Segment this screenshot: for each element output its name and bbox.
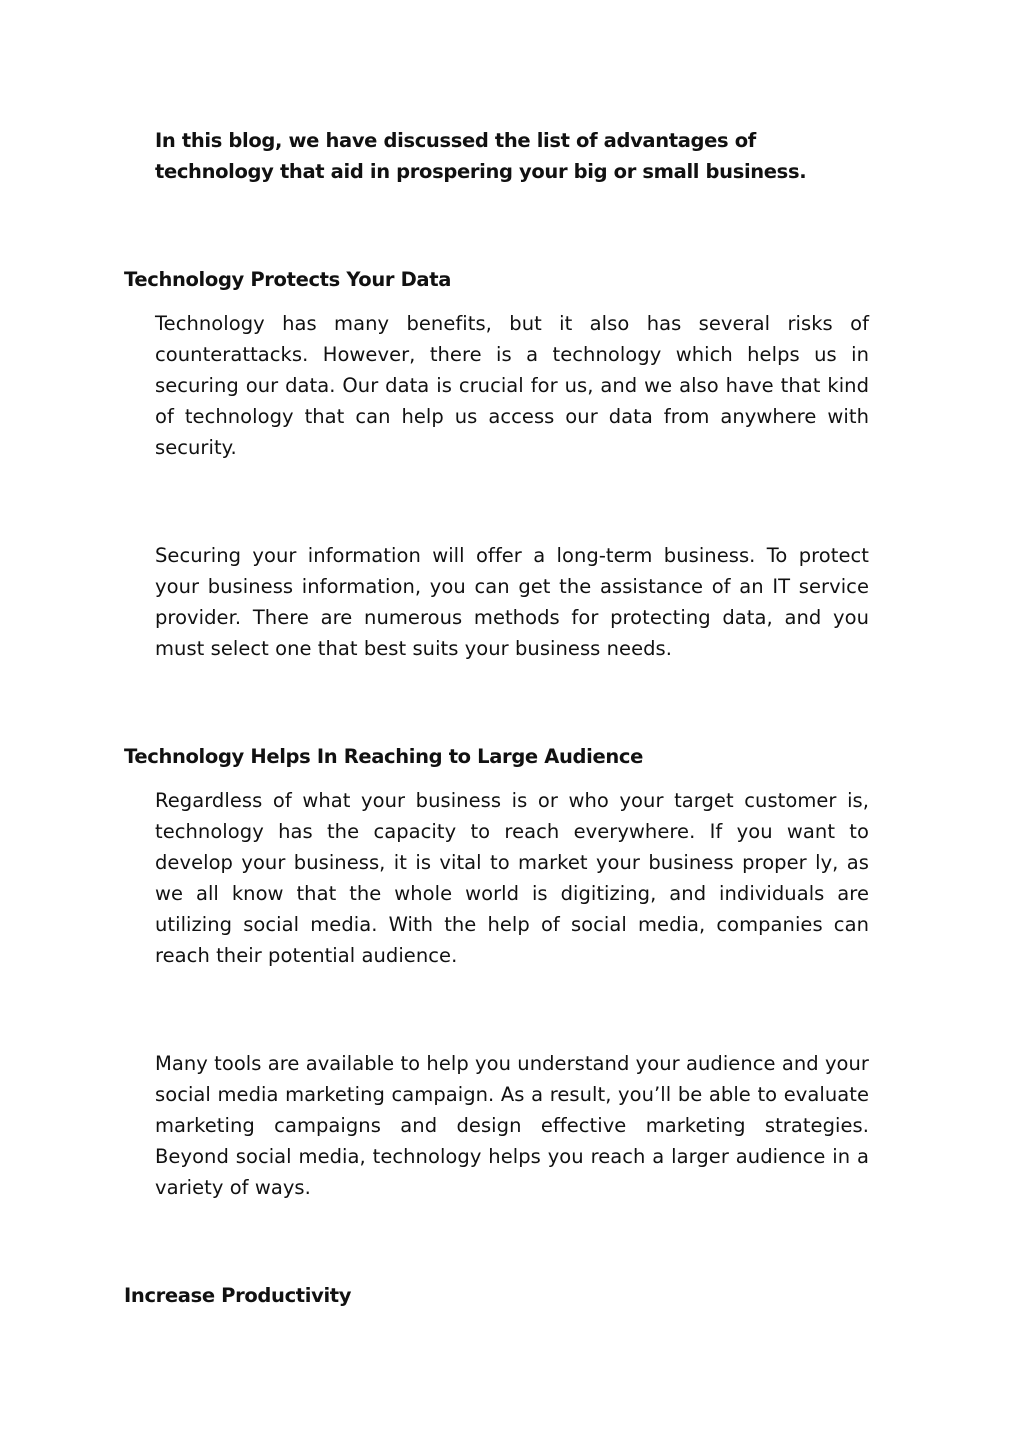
- paragraph-large-audience-1: Regardless of what your business is or who your target customer is, technology has the capacity to reach everywhere. If you want to develop your business, it is vital to market your business proper ly, as we all know that the whole world is digitizing, and individuals are utilizing social media. With the help of social media, companies can reach their potential audience.: [155, 789, 869, 967]
- section-heading-large-audience: Technology Helps In Reaching to Large Audience: [124, 745, 643, 768]
- section-heading-protects-data: Technology Protects Your Data: [124, 268, 452, 291]
- paragraph-protects-data-2: Securing your information will offer a long-term business. To protect your business information, you can get the assistance of an IT service provider. There are numerous methods for protecting data, and you must select one that best suits your business needs.: [155, 544, 869, 660]
- section-heading-productivity: Increase Productivity: [124, 1284, 352, 1307]
- intro-paragraph: In this blog, we have discussed the list of advantages of technology that aid in prospering your big or small business.: [155, 129, 807, 183]
- paragraph-protects-data-1: Technology has many benefits, but it also has several risks of counterattacks. However, there is a technology which helps us in securing our data. Our data is crucial for us, and we also have that kind of technology that can help us access our data from anywhere with security.: [155, 312, 869, 459]
- paragraph-large-audience-2: Many tools are available to help you understand your audience and your social media marketing campaign. As a result, you’ll be able to evaluate marketing campaigns and design effective marketing strategies. Beyond social media, technology helps you reach a larger audience in a variety of ways.: [155, 1052, 869, 1199]
